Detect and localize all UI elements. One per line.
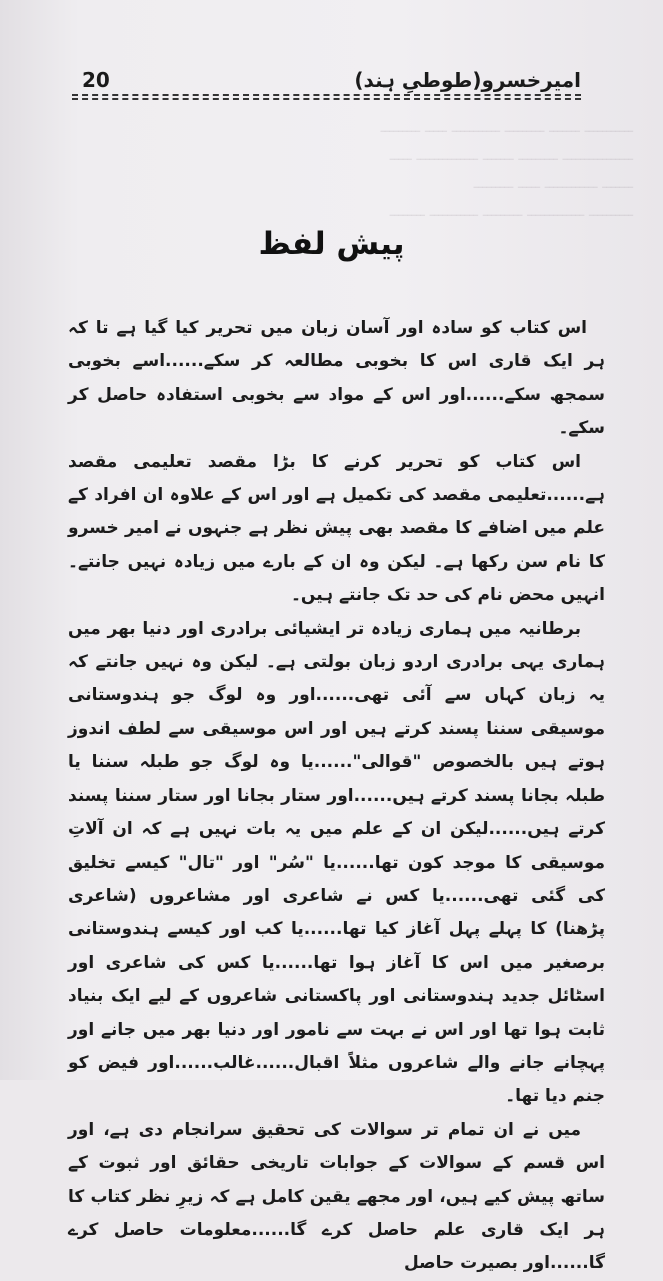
header-rule: [72, 94, 581, 96]
paragraph: اس کتاب کو تحریر کرنے کا بڑا مقصد تعلیمی مقصد ہے......تعلیمی مقصد کی تکمیل ہے اور اس کے علاوہ ان افراد کے علم میں اضافے کا مقصد بھی پیش نظر ہے جنہوں نے امیر خسرو کا نام سن رکھا ہے۔ لیکن وہ ان کے بارے میں زیادہ نہیں جانتے۔ انہیں محض نام کی حد تک جانتے ہیں۔: [68, 451, 605, 606]
running-title: امیرخسرو(طوطیِ ہند): [354, 68, 581, 92]
bleed-through-text: ـــــــ ــــــــــــ ـــــ ـــــــــ: [473, 174, 633, 192]
bleed-through-text: ـــــــــــ ـــــــ ـــــــــ ـــــــــــ ـــــ ـــــــــ: [380, 118, 633, 136]
page-header: [82, 62, 581, 90]
paragraph: میں نے ان تمام تر سوالات کی تحقیق سرانجام دی ہے، اور اس قسم کے سوالات کے جوابات تاریخی حقائق اور ثبوت کے ساتھ پیش کیے ہیں، اور مجھے یقین کامل ہے کہ زیرِ نظر کتاب کا ہر ایک قاری علم حاصل کرے گا......معلومات حاصل کرے گا......اور بصیرت حاصل: [68, 1119, 605, 1274]
page-number: 20: [82, 68, 110, 92]
bleed-through-text: ــــــــــ ـــــــــــــ ـــــــــ ـــــــــــ ــــــــ: [389, 202, 633, 220]
header-rule: [72, 98, 581, 100]
bleed-through-text: ــــــــــــــــ ـــــــــ ـــــــ ــــــــــــــ ـــــ: [389, 146, 633, 164]
paragraph: برطانیہ میں ہماری زیادہ تر ایشیائی برادری اور دنیا بھر میں ہماری یہی برادری اردو زبان بولتی ہے۔ لیکن وہ نہیں جانتے کہ یہ زبان کہاں سے آئی تھی......اور وہ لوگ جو ہندوستانی موسیقی سننا پسند کرتے ہیں اور اس موسیقی سے لطف اندوز ہوتے ہیں بالخصوص "قوالی"......یا وہ لوگ جو طبلہ سننا یا طبلہ بجانا پسند کرتے ہیں......اور ستار بجانا اور ستار سننا پسند کرتے ہیں......لیکن ان کے علم میں یہ بات نہیں ہے کہ ان آلاتِ موسیقی کا موجد کون تھا......یا "سُر" اور "تال" کیسے تخلیق کی گئی تھی......یا کس نے شاعری اور مشاعروں (شاعری پڑھنا) کا پہلے پہل آغاز کیا تھا......یا کب اور کیسے ہندوستانی برصغیر میں اس کا آغاز ہوا تھا......یا کس کی شاعری اور اسٹائل جدید ہندوستانی اور پاکستانی شاعروں کے لیے ایک بنیاد ثابت ہوا تھا اور اس نے بہت سے نامور اور دنیا بھر میں جانے اور پہچانے جانے والے شاعروں مثلاً اقبال......غالب......اور فیض کو جنم دیا تھا۔: [68, 618, 605, 1107]
body-text: [68, 312, 605, 1281]
chapter-heading: پیش لفظ: [258, 226, 405, 262]
paragraph: اس کتاب کو سادہ اور آسان زبان میں تحریر کیا گیا ہے تا کہ ہر ایک قاری اس کا بخوبی مطالعہ کر سکے......اسے بخوبی سمجھ سکے......اور اس کے مواد سے بخوبی استفادہ حاصل کر سکے۔: [68, 318, 605, 439]
